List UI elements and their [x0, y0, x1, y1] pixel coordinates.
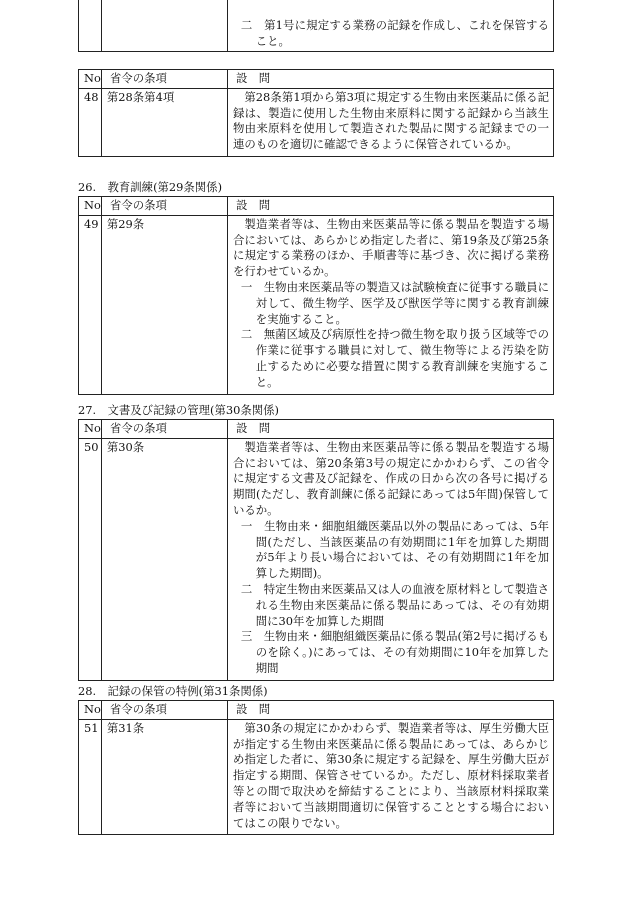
question-text: 第28条第1項から第3項に規定する生物由来医薬品に係る記録は、製造に使用した生物由来原料に関する記録から当該生物由来原料を使用して製造された製品に関する記録までの一連のものを適切に確認できるように保管されているか。: [232, 89, 549, 152]
list-item: 二 第1号に規定する業務の記録を作成し、これを保管すること。: [240, 18, 549, 48]
table-50: [78, 419, 554, 681]
table-row: [79, 215, 554, 394]
no-cell: 51: [79, 719, 102, 835]
no-cell: [79, 0, 102, 52]
header-no: No: [79, 70, 102, 89]
table-row: [79, 719, 554, 835]
header-row: [79, 70, 554, 89]
article-cell: 第31条: [101, 719, 227, 835]
article-cell: [101, 0, 227, 52]
list-item: 三 生物由来・細胞組織医薬品に係る製品(第2号に掲げるものを除く。)にあっては、その有効期間に10年を加算した期間: [240, 629, 549, 675]
list-item: 一 生物由来医薬品等の製造又は試験検査に従事する職員に対して、微生物学、医学及び獣医学等に関する教育訓練を実施すること。: [240, 279, 549, 326]
table-row: [79, 0, 554, 52]
header-no: No: [79, 420, 102, 439]
table-row: [79, 438, 554, 680]
section-27-heading: 27. 文書及び記録の管理(第30条関係): [78, 403, 279, 417]
top-fragment-table: [78, 0, 554, 52]
header-question: 設 問: [227, 70, 553, 89]
table-49: [78, 196, 554, 395]
header-question: 設 問: [227, 420, 553, 439]
header-no: No: [79, 701, 102, 720]
header-article: 省令の条項: [101, 420, 227, 439]
list-item: 一 生物由来・細胞組織医薬品以外の製品にあっては、5年間(ただし、当該医薬品の有効期間に1年を加算した期間が5年より長い場合においては、その有効期間に1年を加算した期間)。: [240, 518, 549, 581]
table-51: [78, 700, 554, 835]
question-text: 製造業者等は、生物由来医薬品等に係る製品を製造する場合においては、第20条第3号の規定にかかわらず、この省令に規定する文書及び記録を、作成の日から次の各号に掲げる期間(ただし、教育訓練に係る記録にあっては5年間)保管しているか。: [232, 439, 549, 517]
question-cell: [227, 0, 553, 52]
no-cell: 50: [79, 438, 102, 680]
no-cell: 49: [79, 215, 102, 394]
no-cell: 48: [79, 88, 102, 156]
question-cell: [227, 719, 553, 835]
question-text: 第30条の規定にかかわらず、製造業者等は、厚生労働大臣が指定する生物由来医薬品に係る製品にあっては、あらかじめ指定した者に、第30条に規定する記録を、厚生労働大臣が指定する期間、保管させているか。ただし、原材料採取業者等との間で取決めを締結することにより、当該原材料採取業者等において当該期間適切に保管することとする場合においてはこの限りでない。: [232, 720, 549, 830]
header-article: 省令の条項: [101, 70, 227, 89]
article-cell: 第30条: [101, 438, 227, 680]
header-no: No: [79, 197, 102, 216]
question-cell: [227, 215, 553, 394]
header-question: 設 問: [227, 197, 553, 216]
table-48: [78, 69, 554, 157]
question-cell: [227, 88, 553, 156]
header-row: [79, 701, 554, 720]
header-article: 省令の条項: [101, 197, 227, 216]
list-item: 二 無菌区域及び病原性を持つ微生物を取り扱う区域等での作業に従事する職員に対して、微生物等による汚染を防止するために必要な措置に関する教育訓練を実施すること。: [240, 327, 549, 389]
header-article: 省令の条項: [101, 701, 227, 720]
header-question: 設 問: [227, 701, 553, 720]
question-text: 製造業者等は、生物由来医薬品等に係る製品を製造する場合においては、あらかじめ指定した者に、第19条及び第25条に規定する業務のほか、手順書等に基づき、次に掲げる業務を行わせているか。: [232, 216, 549, 279]
question-cell: [227, 438, 553, 680]
article-cell: 第29条: [101, 215, 227, 394]
list-item: 二 特定生物由来医薬品又は人の血液を原材料として製造される生物由来医薬品に係る製品にあっては、その有効期間に30年を加算した期間: [240, 581, 549, 628]
table-row: [79, 88, 554, 156]
section-28-heading: 28. 記録の保管の特例(第31条関係): [78, 684, 268, 698]
header-row: [79, 197, 554, 216]
section-26-heading: 26. 教育訓練(第29条関係): [78, 180, 223, 194]
header-row: [79, 420, 554, 439]
article-cell: 第28条第4項: [101, 88, 227, 156]
